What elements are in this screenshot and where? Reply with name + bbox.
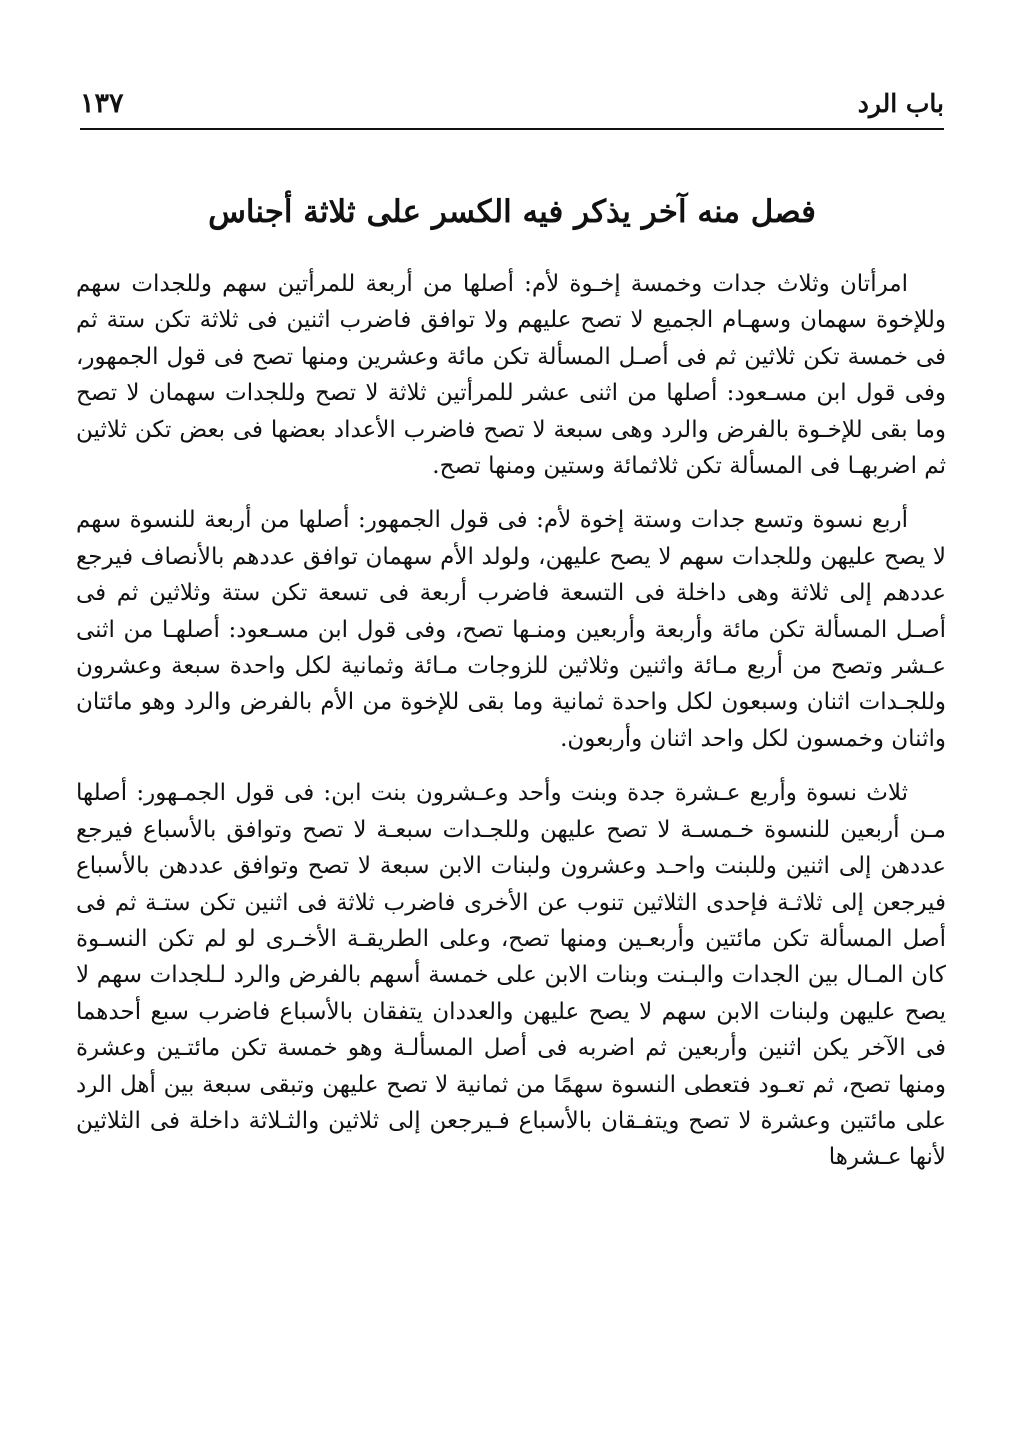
header-rule (80, 128, 944, 130)
page-number: ١٣٧ (80, 88, 124, 119)
paragraph: ثلاث نسوة وأربع عـشرة جدة وبنت وأحد وعـشرون بنت ابن: فى قول الجمـهور: أصلها مـن أربعين للنسوة خـمسـة لا تصح عليهن وللجـدات سبعـة لا تصح وتوافق بالأسباع فيرجع عددهن إلى اثنين وللبنت واحـد وعشرون ولبنات الابن سبعة لا تصح وتوافق عددهن بالأسباع فيرجعن إلى ثلاثـة فإحدى الثلاثين تنوب عن الأخرى فاضرب ثلاثة فى اثنين تكن ستـة ثم فى أصل المسألة تكن مائتين وأربعـين ومنها تصح، وعلى الطريقـة الأخـرى لو لم تكن النسـوة كان المـال بين الجدات والبـنت وبنات الابن على خمسة أسهم بالفرض والرد لـلجدات سهم لا يصح عليهن ولبنات الابن سهم لا يصح عليهن والعددان يتفقان بالأسباع فاضرب سبع أحدهما فى الآخر يكن اثنين وأربعين ثم اضربه فى أصل المسألـة وهو خمسة تكن مائتـين وعشرة ومنها تصح، ثم تعـود فتعطى النسوة سهمًا من ثمانية لا تصح عليهن وتبقى سبعة بين أهل الرد على مائتين وعشرة لا تصح ويتفـقان بالأسباع فـيرجعن إلى ثلاثين والثـلاثة داخلة فى الثلاثين لأنها عـشرها (76, 780, 946, 1171)
chapter-title: فصل منه آخر يذكر فيه الكسر على ثلاثة أجناس (208, 194, 816, 230)
paragraph: امرأتان وثلاث جدات وخمسة إخـوة لأم: أصلها من أربعة للمرأتين سهم وللجدات سهم وللإخوة سهمان وسهـام الجميع لا تصح عليهم ولا توافق فاضرب اثنين فى ثلاثة تكن ستة ثم فى خمسة تكن ثلاثين ثم فى أصـل المسألة تكن مائة وعشرين ومنها تصح فى قول الجمهور، وفى قول ابن مسـعود: أصلها من اثنى عشر للمرأتين ثلاثة لا تصح وللجدات سهمان لا تصح وما بقى للإخـوة بالفرض والرد وهى سبعة لا تصح فاضرب الأعداد بعضها فى بعض تكن ثلاثين ثم اضربهـا فى المسألة تكن ثلاثمائة وستين ومنها تصح. (76, 271, 946, 480)
running-header-section-name: باب الرد (857, 89, 944, 118)
paragraph: أربع نسوة وتسع جدات وستة إخوة لأم: فى قول الجمهور: أصلها من أربعة للنسوة سهم لا يصح عليهن وللجدات سهم لا يصح عليهن، ولولد الأم سهمان توافق عددهم بالأنصاف فيرجع عددهم إلى ثلاثة وهى داخلة فى التسعة فاضرب أربعة فى تسعة تكن ستة وثلاثين ثم فى أصـل المسألة تكن مائة وأربعة وأربعين ومنـها تصح، وفى قول ابن مسـعود: أصلهـا من اثنى عـشر وتصح من أربع مـائة واثنين وثلاثين للزوجات مـائة وثمانية لكل واحدة سبعة وعشرون وللجـدات اثنان وسبعون لكل واحدة ثمانية وما بقى للإخوة من الأم بالفرض والرد وهو مائتان واثنان وخمسون لكل واحد اثنان وأربعون. (76, 507, 946, 752)
running-header (80, 88, 944, 124)
body-text (76, 266, 946, 1194)
